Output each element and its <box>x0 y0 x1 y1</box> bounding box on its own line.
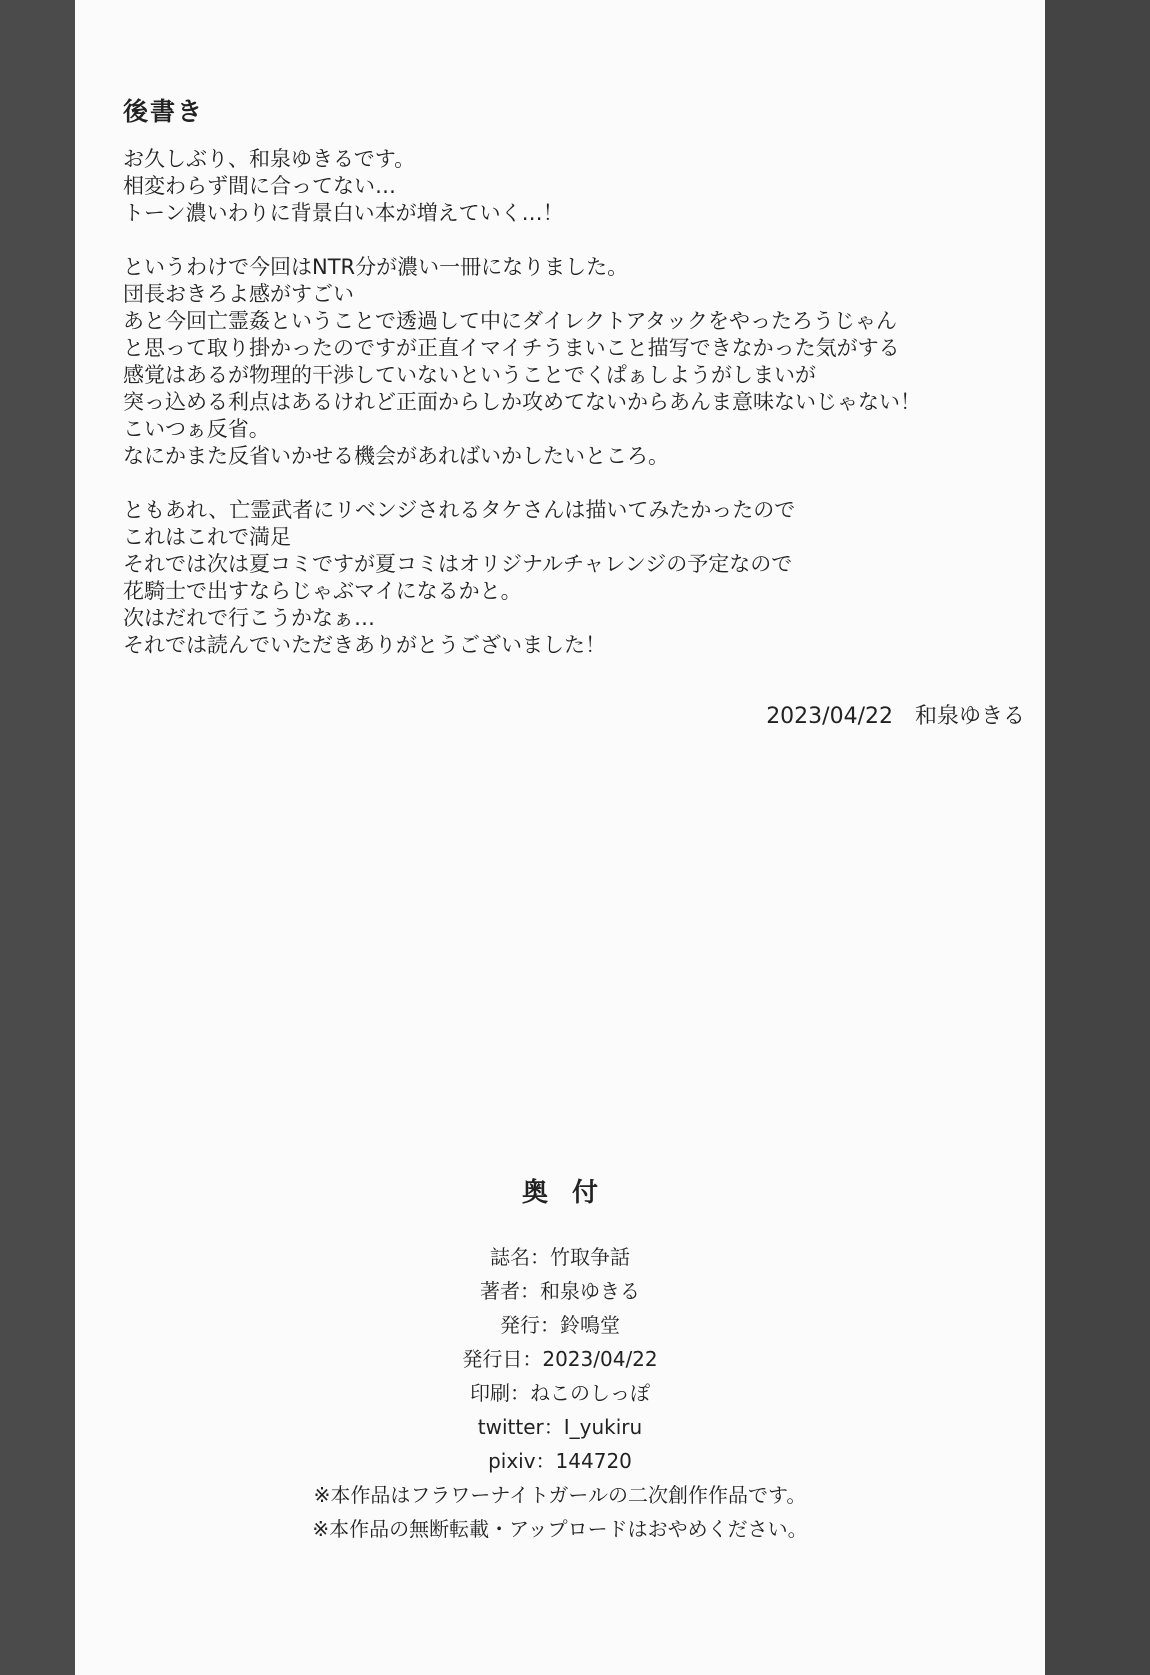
afterword-line: と思って取り掛かったのですが正直イマイチうまいこと描写できなかった気がする <box>123 336 900 360</box>
afterword-line: それでは読んでいただきありがとうございました！ <box>123 633 606 657</box>
afterword-line: なにかまた反省いかせる機会があればいかしたいところ。 <box>123 444 669 468</box>
afterword-line: ともあれ、亡霊武者にリベンジされるタケさんは描いてみたかったので <box>123 498 796 522</box>
colophon-title: 奥付 <box>521 1178 622 1208</box>
colophon-item: pixiv：144720 <box>488 1449 632 1473</box>
colophon-section <box>75 1172 1045 1546</box>
scan-edge-right <box>1045 0 1150 1675</box>
afterword-line: これはこれで満足 <box>123 525 291 549</box>
colophon-item: 発行：鈴鳴堂 <box>500 1313 620 1337</box>
afterword-line: 感覚はあるが物理的干渉していないということでくぱぁしようがしまいが <box>123 363 816 387</box>
colophon-item: 著者：和泉ゆきる <box>480 1279 640 1303</box>
afterword-line: 次はだれで行こうかなぁ… <box>123 606 375 630</box>
afterword-line: 相変わらず間に合ってない… <box>123 174 396 198</box>
afterword-line: それでは次は夏コミですが夏コミはオリジナルチャレンジの予定なので <box>123 552 793 576</box>
afterword-line: トーン濃いわりに背景白い本が増えていく…！ <box>123 201 564 225</box>
afterword-paragraph <box>123 254 1003 470</box>
afterword-paragraph <box>123 497 1003 659</box>
colophon-item: 印刷：ねこのしっぽ <box>470 1381 650 1405</box>
afterword-line: 団長おきろよ感がすごい <box>123 282 354 306</box>
afterword-section <box>123 92 1003 686</box>
afterword-title: 後書き <box>123 97 205 126</box>
afterword-line: あと今回亡霊姦ということで透過して中にダイレクトアタックをやったろうじゃん <box>123 309 898 333</box>
afterword-line: というわけで今回はNTR分が濃い一冊になりました。 <box>123 255 629 279</box>
afterword-line: 突っ込める利点はあるけれど正面からしか攻めてないからあんま意味ないじゃない！ <box>123 390 921 414</box>
colophon-note: ※本作品はフラワーナイトガールの二次創作作品です。 <box>313 1483 807 1507</box>
scan-edge-left <box>0 0 75 1675</box>
afterword-line: こいつぁ反省。 <box>123 417 270 441</box>
afterword-paragraph <box>123 146 1003 227</box>
afterword-line: 花騎士で出すならじゃぶマイになるかと。 <box>123 579 522 603</box>
colophon-note: ※本作品の無断転載・アップロードはおやめください。 <box>312 1517 808 1541</box>
page <box>75 0 1045 1675</box>
colophon-item: 発行日：2023/04/22 <box>462 1347 658 1371</box>
colophon-item: 誌名：竹取争話 <box>490 1245 630 1269</box>
afterword-signature: 2023/04/22 和泉ゆきる <box>766 704 1025 729</box>
colophon-item: twitter：I_yukiru <box>477 1415 643 1439</box>
afterword-line: お久しぶり、和泉ゆきるです。 <box>123 147 416 171</box>
